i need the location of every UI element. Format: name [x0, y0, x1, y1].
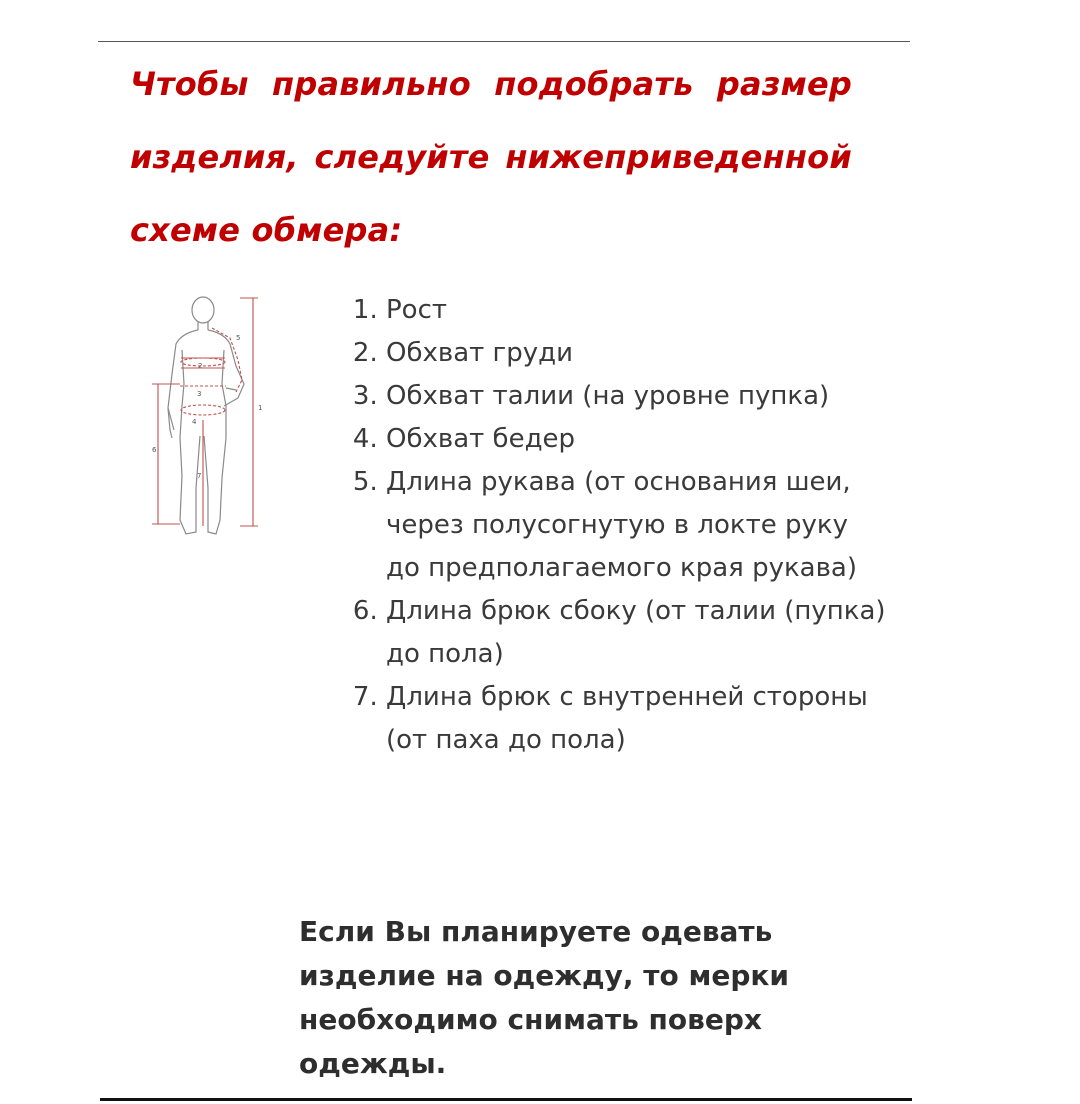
measurement-list	[340, 289, 886, 762]
list-item: 5. Длина рукава (от основания шеи, через полусогнутую в локте руку до предполагаемого края рукава)	[386, 461, 886, 590]
figure-label-4: 4	[192, 418, 197, 426]
figure-label-3: 3	[197, 390, 202, 398]
list-item: 1. Рост	[386, 289, 886, 332]
figure-label-2: 2	[198, 362, 203, 370]
list-item: 4. Обхват бедер	[386, 418, 886, 461]
list-item: 6. Длина брюк сбоку (от талии (пупка) до пола)	[386, 590, 886, 676]
body-measurement-diagram	[140, 288, 270, 550]
bottom-divider	[100, 1098, 912, 1101]
list-item: 2. Обхват груди	[386, 332, 886, 375]
list-item: 7. Длина брюк с внутренней стороны (от паха до пола)	[386, 676, 886, 762]
figure-label-1: 1	[258, 404, 263, 412]
body-figure-illustration	[140, 288, 270, 550]
list-item: 3. Обхват талии (на уровне пупка)	[386, 375, 886, 418]
top-divider	[98, 41, 910, 42]
figure-label-5: 5	[236, 334, 241, 342]
clothing-note: Если Вы планируете одевать изделие на одежду, то мерки необходимо снимать поверх одежды.	[299, 915, 790, 1080]
figure-label-6: 6	[152, 446, 157, 454]
figure-label-7: 7	[197, 472, 202, 480]
page-heading: Чтобы правильно подобрать размер изделия, следуйте нижеприведенной схеме обмера:	[130, 65, 852, 249]
